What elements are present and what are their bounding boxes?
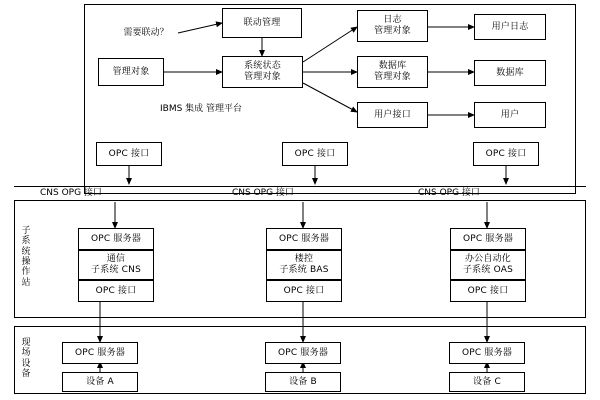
system-status-object-line2: 管理对象 [244, 72, 281, 82]
subsystem-1-interface-label: OPC 接口 [95, 285, 137, 296]
bus-label-1: CNS OPG 接口 [40, 188, 102, 198]
device-2-server-box[interactable] [265, 342, 341, 364]
linkage-management-box[interactable] [222, 8, 302, 38]
system-status-object-box[interactable] [222, 56, 303, 88]
device-2-label: 设备 B [289, 376, 317, 387]
managed-object-box[interactable] [98, 58, 164, 86]
platform-opc-interface-1[interactable] [96, 142, 162, 166]
platform-opc-interface-1-label: OPC 接口 [108, 148, 150, 159]
subsystem-2-interface-box[interactable] [266, 280, 342, 302]
device-3-server-label: OPC 服务器 [461, 347, 513, 358]
device-3-label: 设备 C [473, 376, 501, 387]
device-1-box[interactable] [62, 372, 138, 392]
subsystem-3-server-label: OPC 服务器 [462, 233, 514, 244]
platform-title-line1: IBMS 集成 [160, 104, 204, 114]
device-3-server-box[interactable] [449, 342, 525, 364]
database-object-box[interactable] [357, 56, 428, 88]
database-label: 数据库 [496, 67, 524, 78]
user-log-label: 用户日志 [491, 21, 529, 32]
platform-title-label [160, 104, 250, 115]
subsystem-1-server-box[interactable] [78, 228, 154, 250]
device-3-box[interactable] [449, 372, 525, 392]
log-object-line1: 日志 [383, 15, 402, 26]
system-status-object-line1: 系统状态 [244, 61, 281, 72]
bus-line-bottom [14, 200, 586, 201]
user-interface-object-label: 用户接口 [374, 109, 411, 120]
device-2-server-label: OPC 服务器 [277, 347, 329, 358]
device-1-server-label: OPC 服务器 [74, 347, 126, 358]
subsystem-3-name-box[interactable] [450, 250, 526, 280]
managed-object-label: 管理对象 [112, 66, 150, 77]
platform-opc-interface-3[interactable] [473, 142, 539, 166]
subsystem-1-name-line1: 通信 [106, 254, 126, 265]
database-object-line2: 管理对象 [374, 72, 411, 82]
platform-opc-interface-2[interactable] [282, 142, 348, 166]
user-log-box[interactable] [474, 14, 546, 40]
platform-opc-interface-2-label: OPC 接口 [294, 148, 336, 159]
platform-opc-interface-3-label: OPC 接口 [485, 148, 527, 159]
user-box[interactable] [474, 102, 546, 128]
bus-line-top [14, 186, 586, 187]
subsystem-2-name-line1: 楼控 [294, 254, 314, 265]
subsystem-1-interface-box[interactable] [78, 280, 154, 302]
linkage-management-label: 联动管理 [243, 17, 281, 28]
device-1-server-box[interactable] [62, 342, 138, 364]
subsystem-band-label: 子系统操作站 [21, 226, 31, 288]
database-object-line1: 数据库 [378, 61, 407, 72]
log-object-line2: 管理对象 [374, 26, 411, 36]
device-band-label: 现场设备 [21, 338, 31, 380]
database-box[interactable] [474, 60, 546, 86]
device-1-label: 设备 A [86, 376, 114, 387]
subsystem-3-name-line2: 子系统 OAS [462, 265, 514, 275]
subsystem-2-server-box[interactable] [266, 228, 342, 250]
subsystem-3-interface-label: OPC 接口 [467, 285, 509, 296]
subsystem-1-name-line2: 子系统 CNS [91, 265, 141, 275]
subsystem-2-name-box[interactable] [266, 250, 342, 280]
subsystem-2-interface-label: OPC 接口 [283, 285, 325, 296]
platform-title-line2: 管理平台 [206, 104, 243, 114]
subsystem-3-name-line1: 办公自动化 [464, 254, 511, 265]
subsystem-2-server-label: OPC 服务器 [278, 233, 330, 244]
user-label: 用户 [500, 109, 520, 120]
bus-label-3: CNS OPG 接口 [418, 188, 480, 198]
bus-label-2: CNS OPG 接口 [232, 188, 294, 198]
subsystem-1-server-label: OPC 服务器 [90, 233, 142, 244]
user-interface-object-box[interactable] [357, 102, 428, 128]
device-2-box[interactable] [265, 372, 341, 392]
subsystem-1-name-box[interactable] [78, 250, 154, 280]
subsystem-3-server-box[interactable] [450, 228, 526, 250]
linkage-question-label: 需要联动？ [123, 28, 169, 38]
subsystem-2-name-line2: 子系统 BAS [279, 265, 329, 275]
subsystem-3-interface-box[interactable] [450, 280, 526, 302]
log-object-box[interactable] [357, 10, 428, 42]
